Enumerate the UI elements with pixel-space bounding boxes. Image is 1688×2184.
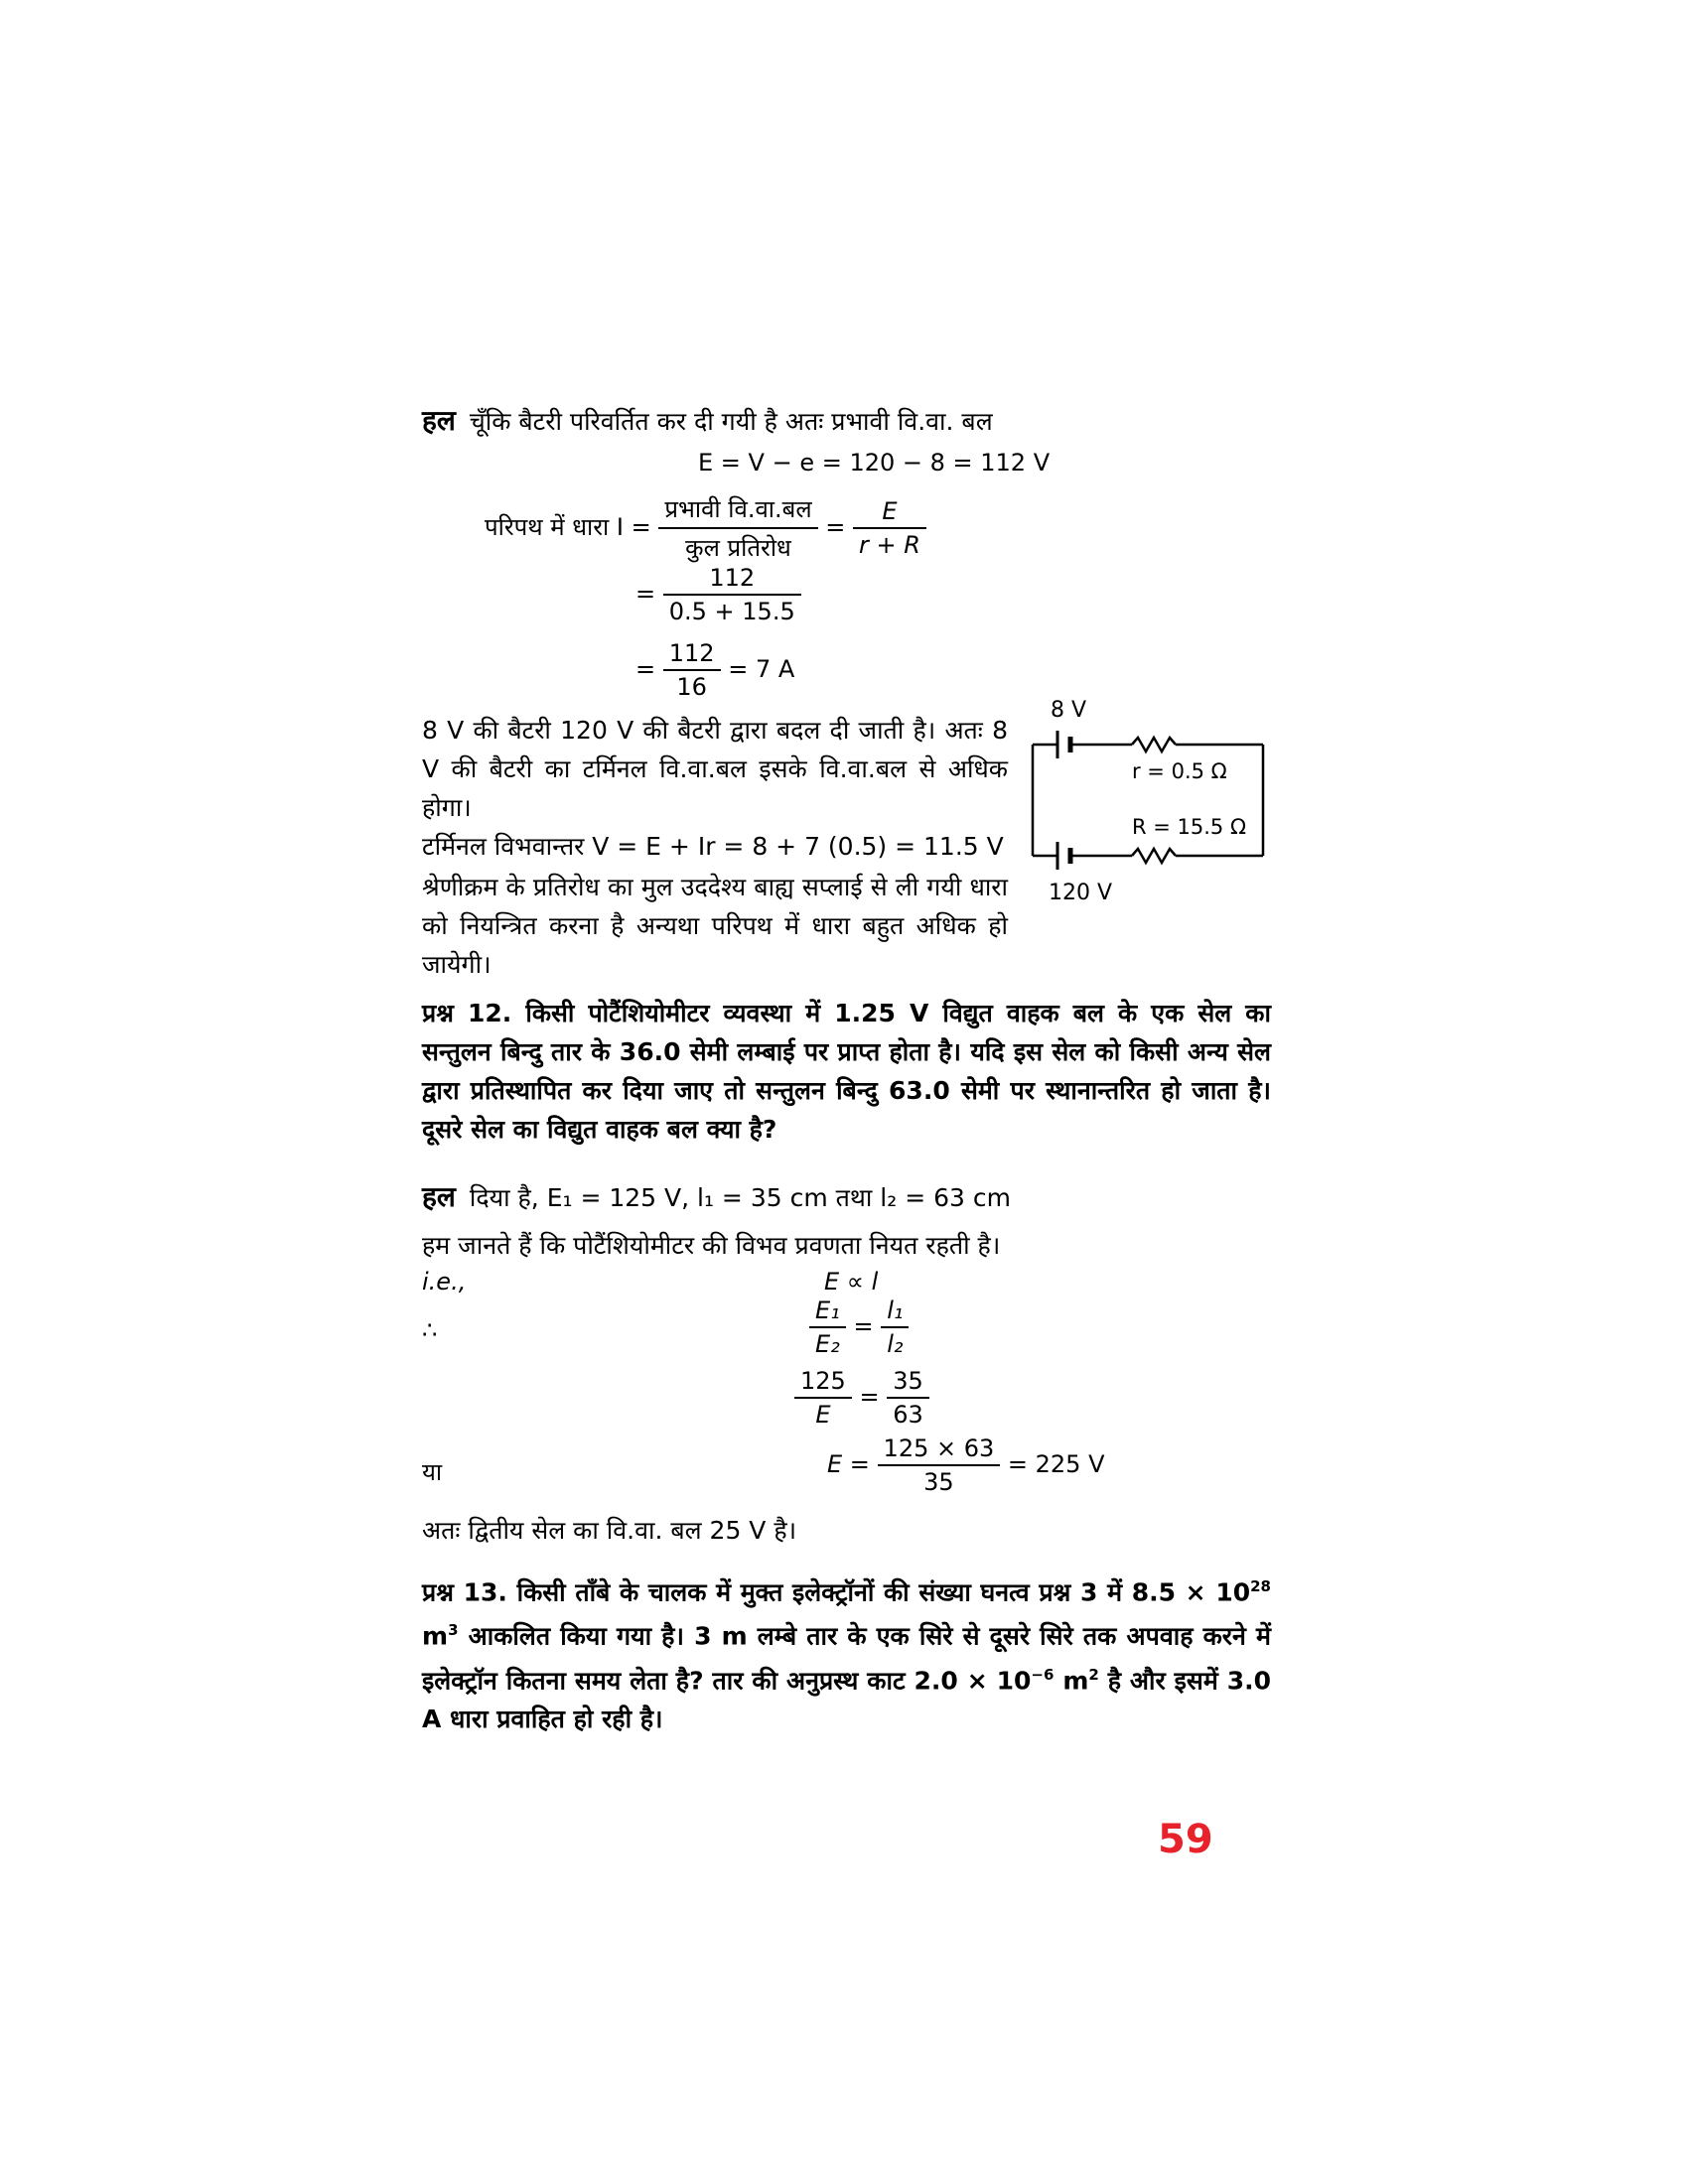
question-label: प्रश्न 12. [422,999,512,1027]
fraction-numerator: E [853,497,926,529]
ie-label: i.e., [422,1268,467,1296]
battery-top-icon [1057,731,1070,758]
fraction-e1-e2 [809,1297,846,1358]
page-number: 59 [1158,1817,1213,1862]
given-values: दिया है, E₁ = 125 V, l₁ = 35 cm तथा l₂ = 63 cm [469,1183,1011,1212]
label-external-resistance: R = 15.5 Ω [1132,815,1247,839]
fraction-35-63 [887,1367,929,1429]
question-text-part: m [1054,1665,1089,1695]
fraction-l1-l2 [881,1297,909,1358]
fraction-denominator: कुल प्रतिरोध [685,534,791,562]
paragraph-series-resistance: श्रेणीक्रम के प्रतिरोध का मुल उददेश्य बाह्य सप्लाई से ली गयी धारा को नियन्त्रित करना है अन्यथा परिपथ में धारा बहुत अधिक हो जायेगी। [422,873,1008,979]
equation-emf: E = V − e = 120 − 8 = 112 V [698,449,1051,477]
equation-current: परिपथ में धारा I = $\frac{\text{प्रभावी वि.वा.बल}}{\text{कुल प्रतिरोध}}$ = $\frac{E}{r + R}$ [485,492,926,564]
fraction-denominator: r + R [859,531,920,559]
solution-label: हल [422,404,456,437]
exponent: 28 [1250,1577,1271,1595]
fraction-numerator: l₁ [881,1297,909,1328]
fraction-denominator: 16 [676,673,707,701]
fraction-denominator: 35 [923,1468,954,1496]
fraction-emf-over-resistance [658,492,817,564]
fraction-112-over-sum [663,564,801,625]
current-prefix: परिपथ में धारा I = [485,513,651,541]
equation-step2: = $\frac{112}{0.5 + 15.5}$ [635,564,801,625]
fraction-numerator: प्रभावी वि.वा.बल [658,492,817,529]
fraction-denominator: l₂ [887,1330,904,1358]
circuit-diagram [1013,695,1281,913]
fraction-112-over-16 [663,639,721,701]
solution-intro [422,401,1038,441]
fraction-numerator: E₁ [809,1297,846,1328]
result-emf: = 225 V [1007,1450,1105,1478]
question-text: किसी पोटैंशियोमीटर व्यवस्था में 1.25 V विद्युत वाहक बल के एक सेल का सन्तुलन बिन्दु तार के 36.0 सेमी लम्बाई पर प्राप्त होता है। यदि इस सेल को किसी अन्य सेल द्वारा प्रतिस्थापित कर दिया जाए तो सन्तुलन बिन्दु 63.0 सेमी पर स्थानान्तरित हो जाता है। दूसरे सेल का विद्युत वाहक बल क्या है? [422,999,1271,1144]
fraction-numerator: 112 [663,564,801,596]
question-text-part: है और इसमें 3.0 A धारा प्रवाहित हो रही है। [422,1665,1271,1733]
question-12 [422,994,1271,1149]
fraction-numerator: 125 × 63 [878,1434,1001,1466]
fraction-denominator: E [815,1401,831,1429]
label-battery-8v: 8 V [1051,698,1087,723]
question-text-part: आकलित किया गया है। 3 m लम्बे तार के एक सिरे से दूसरे सिरे तक अपवाह करने में इलेक्ट्रॉन कितना समय लेता है? तार की अनुप्रस्थ काट 2.0 × 10 [422,1621,1271,1695]
solution-label: हल [422,1180,456,1213]
equation-step3: = $\frac{112}{16}$ = 7 A [635,639,795,701]
solution-intro-text: चूँकि बैटरी परिवर्तित कर दी गयी है अतः प्रभावी वि.वा. बल [469,407,993,436]
solution-12-given [422,1177,1117,1217]
battery-bottom-icon [1057,842,1070,870]
fraction-denominator: 63 [893,1401,923,1429]
exponent: 3 [448,1621,459,1640]
fraction-125-e [794,1367,852,1429]
result-current: = 7 A [728,655,795,683]
fraction-denominator: 0.5 + 15.5 [668,598,795,625]
gradient-statement: हम जानते हैं कि पोटैंशियोमीटर की विभव प्रवणता नियत रहती है। [422,1231,1001,1260]
paragraph-terminal-emf: 8 V की बैटरी 120 V की बैटरी द्वारा बदल दी जाती है। अतः 8 V की बैटरी का टर्मिनल वि.वा.बल इसके वि.वा.बल से अधिक होगा। [422,716,1008,822]
question-text-part: किसी ताँबे के चालक में मुक्त इलेक्ट्रॉनों की संख्या घनत्व प्रश्न 3 में 8.5 × 10 [516,1577,1251,1607]
fraction-numerator: 112 [663,639,721,671]
fraction-e-over-rr [853,497,926,559]
exponent: 2 [1088,1665,1099,1684]
exponent: −6 [1031,1665,1055,1684]
ya-label: या [422,1458,443,1486]
ratio-equation-2: $\frac{125}{E}$ = $\frac{35}{63}$ [794,1367,929,1429]
ratio-equation-1: $\frac{\text{E₁}}{\text{E₂}}$ = $\frac{\text{l₁}}{\text{l₂}}$ [809,1297,909,1358]
therefore-symbol: ∴ [422,1316,438,1344]
proportionality: E ∝ l [824,1268,879,1296]
question-text-part: m [422,1621,449,1651]
solution-12-conclusion: अतः द्वितीय सेल का वि.वा. बल 25 V है। [422,1516,797,1545]
fraction-125x63-35 [878,1434,1001,1496]
question-label: प्रश्न 13. [422,1577,507,1607]
fraction-numerator: 125 [794,1367,852,1399]
fraction-numerator: 35 [887,1367,929,1399]
label-internal-resistance: r = 0.5 Ω [1132,759,1227,783]
terminal-voltage: टर्मिनल विभवान्तर V = E + Ir = 8 + 7 (0.5) = 11.5 V [422,832,1004,861]
fraction-denominator: E₂ [815,1330,840,1358]
result-equation [827,1434,1105,1496]
e-prefix: E = [827,1450,870,1478]
label-battery-120v: 120 V [1049,881,1113,905]
question-13 [422,1568,1271,1738]
